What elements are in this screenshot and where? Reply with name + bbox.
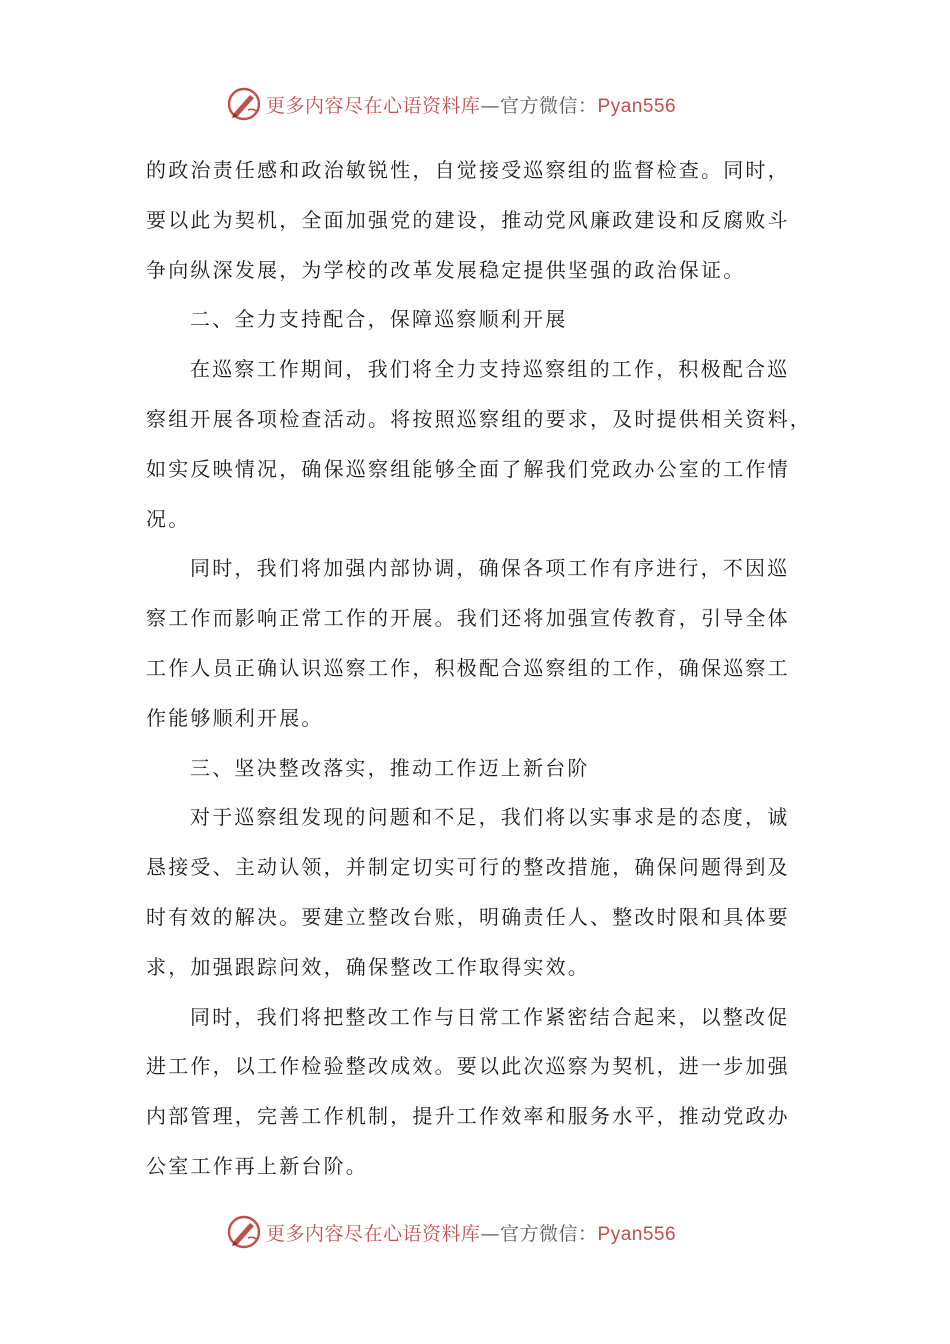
text-line: 作能够顺利开展。 [146,705,324,730]
footer-dash: — [480,1222,501,1245]
footer-brand: 更多内容尽在心语资料库 [266,1222,481,1245]
text-line: 争向纵深发展，为学校的改革发展稳定提供坚强的政治保证。 [146,257,746,282]
header-watermark [226,84,746,124]
pen-logo-icon [226,1214,262,1250]
footer-watermark [226,1212,746,1252]
header-watermark-text [266,91,676,118]
text-line: 况。 [146,506,191,531]
text-line: 公室工作再上新台阶。 [146,1153,368,1178]
pen-logo-icon [226,86,262,122]
text-line: 时有效的解决。要建立整改台账，明确责任人、整改时限和具体要 [146,904,790,929]
section-heading: 三、坚决整改落实，推动工作迈上新台阶 [190,755,590,780]
header-brand: 更多内容尽在心语资料库 [266,94,481,117]
text-line: 在巡察工作期间，我们将全力支持巡察组的工作，积极配合巡 [190,357,790,382]
text-line: 工作人员正确认识巡察工作，积极配合巡察组的工作，确保巡察工 [146,655,790,680]
text-line: 内部管理，完善工作机制，提升工作效率和服务水平，推动党政办 [146,1104,790,1129]
document-body [146,146,812,1192]
header-label: 官方微信： [500,94,598,117]
header-dash: — [480,94,501,117]
text-line: 同时，我们将加强内部协调，确保各项工作有序进行，不因巡 [190,556,790,581]
text-line: 要以此为契机，全面加强党的建设，推动党风廉政建设和反腐败斗 [146,207,790,232]
section-heading: 二、全力支持配合，保障巡察顺利开展 [190,307,568,332]
text-line: 察组开展各项检查活动。将按照巡察组的要求，及时提供相关资料， [146,406,812,431]
text-line: 同时，我们将把整改工作与日常工作紧密结合起来，以整改促 [190,1004,790,1029]
text-line: 如实反映情况，确保巡察组能够全面了解我们党政办公室的工作情 [146,456,790,481]
text-line: 进工作，以工作检验整改成效。要以此次巡察为契机，进一步加强 [146,1054,790,1079]
text-line: 察工作而影响正常工作的开展。我们还将加强宣传教育，引导全体 [146,606,790,631]
footer-watermark-text [266,1219,676,1246]
text-line: 对于巡察组发现的问题和不足，我们将以实事求是的态度，诚 [190,805,790,830]
text-line: 求，加强跟踪问效，确保整改工作取得实效。 [146,954,590,979]
text-line: 恳接受、主动认领，并制定切实可行的整改措施，确保问题得到及 [146,855,790,880]
footer-handle: Pyan556 [597,1223,677,1245]
header-handle: Pyan556 [597,95,677,117]
footer-label: 官方微信： [500,1222,598,1245]
text-line: 的政治责任感和政治敏锐性，自觉接受巡察组的监督检查。同时， [146,158,790,182]
